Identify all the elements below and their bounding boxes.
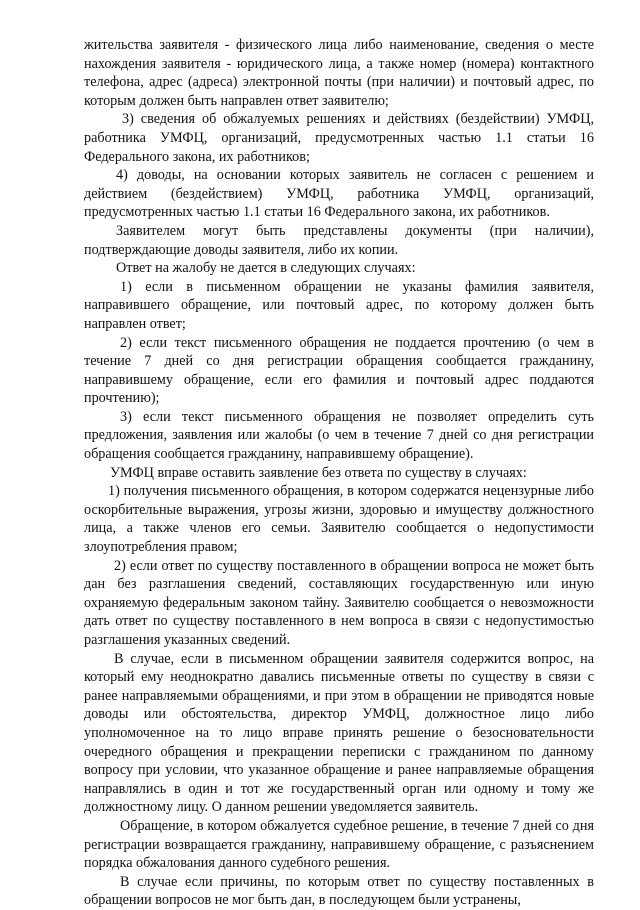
paragraph-documents: Заявителем могут быть представлены документы (при наличии), подтверждающие доводы заявителя, либо их копии. [84, 222, 594, 258]
document-page [84, 36, 594, 910]
paragraph-right-2: 2) если ответ по существу поставленного в обращении вопроса не может быть дан без разглашения сведений, составляющих государственную или иную охраняемую федеральным законом тайну. Заявителю сообщается о невозможности дать ответ по существу поставленного в нем вопроса в связи с недопустимостью разглашения указанных сведений. [84, 557, 594, 648]
paragraph-applicant-address: жительства заявителя - физического лица либо наименование, сведения о месте нахождения заявителя - юридического лица, а также номер (номера) контактного телефона, адрес (адреса) электронной почты (при наличии) и почтовый адрес, по которым должен быть направлен ответ заявителю; [84, 37, 594, 109]
paragraph-case-1: 1) если в письменном обращении не указаны фамилия заявителя, направившего обращение, или почтовый адрес, по которому должен быть направлен ответ; [84, 278, 594, 332]
paragraph-umfc-right: УМФЦ вправе оставить заявление без ответа по существу в случаях: [110, 464, 527, 481]
paragraph-court-decision: Обращение, в котором обжалуется судебное решение, в течение 7 дней со дня регистрации возвращается гражданину, направившему обращение, с разъяснением порядка обжалования данного судебного решения. [84, 817, 594, 872]
paragraph-case-3: 3) если текст письменного обращения не позволяет определить суть предложения, заявления или жалобы (о чем в течение 7 дней со дня регистрации обращения сообщается гражданину, направившему обращение). [84, 408, 594, 463]
paragraph-repeated-appeal: В случае, если в письменном обращении заявителя содержится вопрос, на который ему неоднократно давались письменные ответы по существу в связи с ранее направляемыми обращениями, и при этом в обращении не приводятся новые доводы или обстоятельства, директор УМФЦ, должностное лицо либо уполномоченное на то лицо вправе принять решение о безосновательности очередного обращения и прекращении переписки с гражданином по данному вопросу при условии, что указанное обращение и ранее направляемые обращения направлялись в один и тот же государственный орган или одному и тому же должностному лицу. О данном решении уведомляется заявитель. [84, 650, 594, 816]
paragraph-case-2: 2) если текст письменного обращения не поддается прочтению (о чем в течение 7 дней со дня регистрации обращения сообщается гражданину, направившему обращение, если его фамилия и почтовый адрес поддаются прочтению); [84, 334, 594, 407]
paragraph-item-3-decisions: 3) сведения об обжалуемых решениях и действиях (бездействии) УМФЦ, работника УМФЦ, организаций, предусмотренных частью 1.1 статьи 16 Федерального закона, их работников; [84, 111, 594, 165]
paragraph-no-answer-cases: Ответ на жалобу не дается в следующих случаях: [116, 260, 416, 277]
paragraph-right-1: 1) получения письменного обращения, в котором содержатся нецензурные либо оскорбительные выражения, угрозы жизни, здоровью и имуществу должностного лица, а также членов его семьи. Заявителю сообщается о недопустимости злоупотребления правом; [84, 483, 594, 556]
paragraph-item-4-arguments: 4) доводы, на основании которых заявитель не согласен с решением и действием (бездействием) УМФЦ, работника УМФЦ, организаций, предусмотренных частью 1.1 статьи 16 Федерального закона, их работников. [84, 167, 594, 221]
paragraph-reasons-eliminated: В случае если причины, по которым ответ по существу поставленных в обращении вопросов не мог быть дан, в последующем были устранены, [84, 873, 594, 909]
